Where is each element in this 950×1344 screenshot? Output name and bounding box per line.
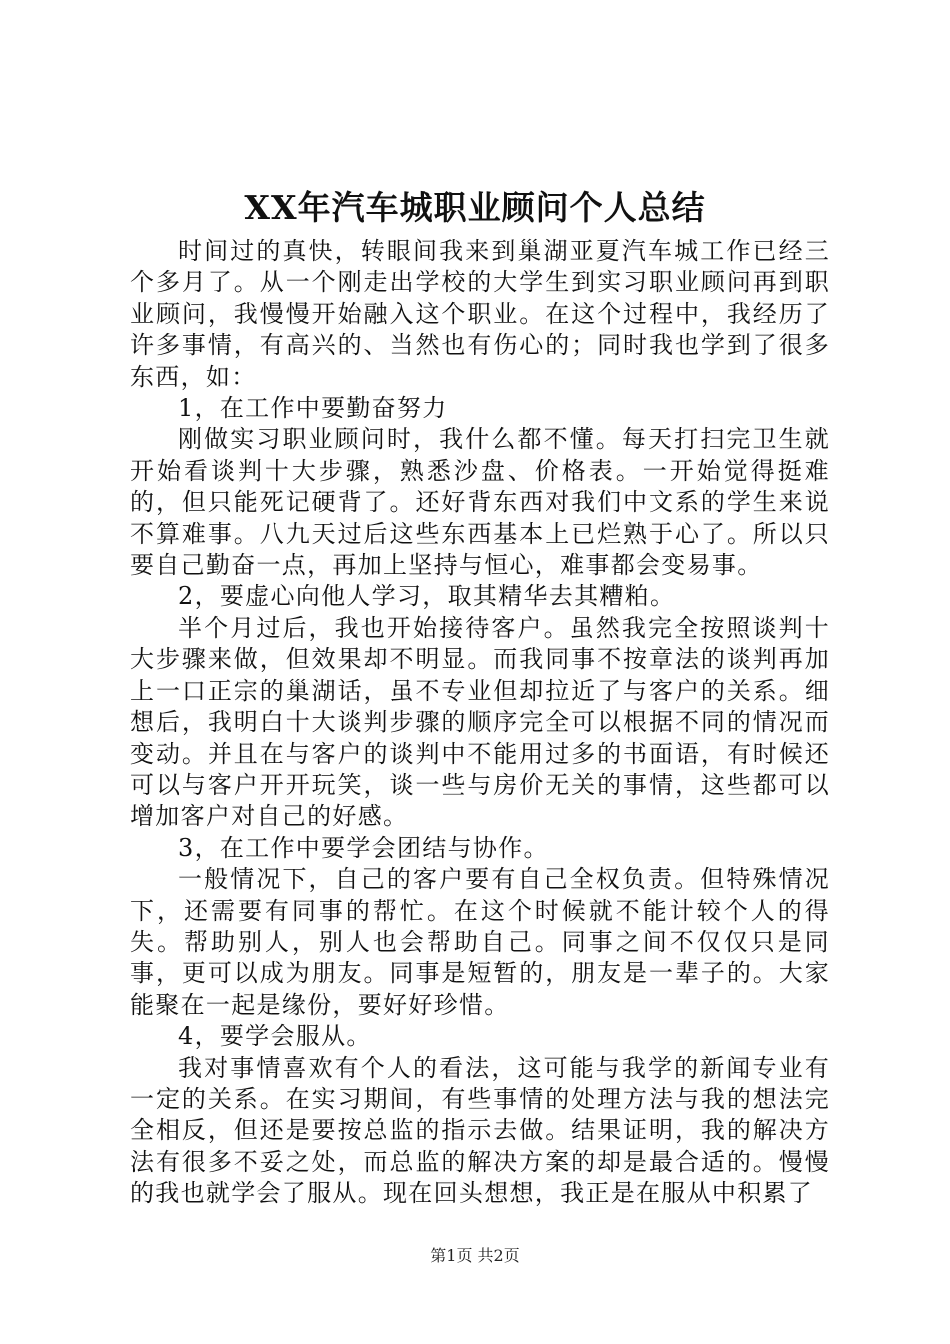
heading-point-1: 1，在工作中要勤奋努力 [178, 394, 448, 423]
heading-point-3: 3，在工作中要学会团结与协作。 [178, 833, 549, 862]
document-title: XX年汽车城职业顾问个人总结 [244, 188, 706, 227]
paragraph-point-1: 刚做实习职业顾问时，我什么都不懂。每天打扫完卫生就开始看谈判十大步骤，熟悉沙盘、价格表。一开始觉得挺难的，但只能死记硬背了。还好背东西对我们中文系的学生来说不算难事。八九天过后这些东西基本上已烂熟于心了。所以只要自己勤奋一点，再加上坚持与恒心，难事都会变易事。 [130, 425, 830, 580]
heading-point-4: 4，要学会服从。 [178, 1022, 372, 1051]
document-body [130, 236, 830, 1210]
paragraph-point-2: 半个月过后，我也开始接待客户。虽然我完全按照谈判十大步骤来做，但效果却不明显。而我同事不按章法的谈判再加上一口正宗的巢湖话，虽不专业但却拉近了与客户的关系。细想后，我明白十大谈判步骤的顺序完全可以根据不同的情况而变动。并且在与客户的谈判中不能用过多的书面语，有时候还可以与客户开开玩笑，谈一些与房价无关的事情，这些都可以增加客户对自己的好感。 [130, 613, 830, 831]
page-footer: 第1页 共2页 [430, 1246, 520, 1265]
paragraph-point-4: 我对事情喜欢有个人的看法，这可能与我学的新闻专业有一定的关系。在实习期间，有些事情的处理方法与我的想法完全相反，但还是要按总监的指示去做。结果证明，我的解决方法有很多不妥之处，而总监的解决方案的却是最合适的。慢慢的我也就学会了服从。现在回头想想，我正是在服从中积累了 [130, 1053, 830, 1208]
heading-point-2: 2，要虚心向他人学习，取其精华去其糟粕。 [178, 582, 676, 611]
paragraph-intro: 时间过的真快，转眼间我来到巢湖亚夏汽车城工作已经三个多月了。从一个刚走出学校的大学生到实习职业顾问再到职业顾问，我慢慢开始融入这个职业。在这个过程中，我经历了许多事情，有高兴的、当然也有伤心的；同时我也学到了很多东西，如： [130, 237, 830, 391]
paragraph-point-3: 一般情况下，自己的客户要有自己全权负责。但特殊情况下，还需要有同事的帮忙。在这个时候就不能计较个人的得失。帮助别人，别人也会帮助自己。同事之间不仅仅只是同事，更可以成为朋友。同事是短暂的，朋友是一辈子的。大家能聚在一起是缘份，要好好珍惜。 [130, 865, 830, 1019]
